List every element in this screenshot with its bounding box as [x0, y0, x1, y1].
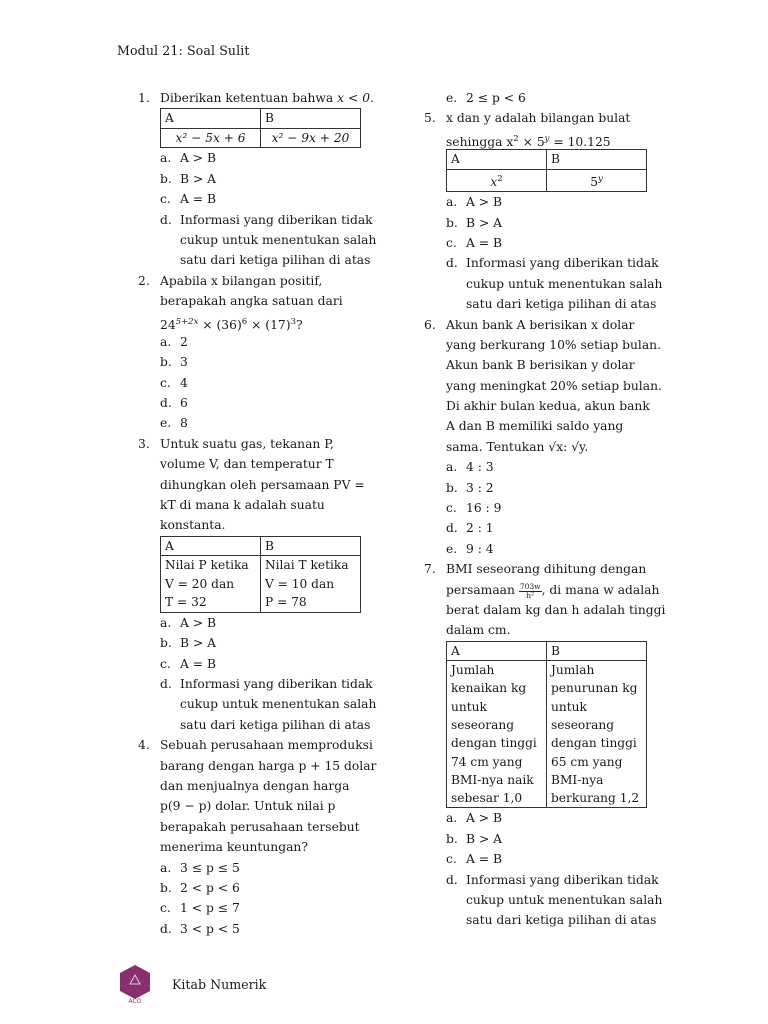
- column-b-header: B: [261, 536, 361, 556]
- column-a-header: A: [161, 109, 261, 129]
- option-d-continued: cukup untuk menentukan salah: [466, 276, 663, 291]
- question-number: 2.: [138, 273, 150, 288]
- option-b: b. B > A: [160, 636, 217, 651]
- column-a-header: A: [447, 150, 547, 170]
- bmi-fraction: $\frac{703w}{\text{h²}}$: [519, 581, 541, 600]
- option-e: e. 2 ≤ p < 6: [446, 91, 526, 105]
- option-a: a. A > B: [446, 811, 503, 826]
- option-c: c. 16 : 9: [446, 501, 502, 516]
- option-a: a. A > B: [160, 615, 217, 630]
- option-d: d. 3 < p < 5: [160, 921, 240, 936]
- question-1: [138, 88, 377, 271]
- comparison-table: [446, 641, 647, 809]
- column-a-value: $x^2$: [447, 169, 547, 192]
- logo-text: ACO: [128, 998, 142, 1004]
- column-b-header: B: [547, 150, 647, 170]
- option-c: c. A = B: [160, 192, 217, 207]
- option-a: a. A > B: [160, 151, 217, 166]
- column-b-value: 5$^y$: [547, 169, 647, 192]
- column-a-header: A: [161, 536, 261, 556]
- question-number: 6.: [424, 317, 436, 332]
- question-5: [424, 108, 663, 314]
- question-2: [138, 271, 370, 434]
- option-b: b. B > A: [446, 215, 503, 230]
- question-text: x dan y adalah bilangan bulat: [446, 111, 631, 126]
- option-d-continued: satu dari ketiga pilihan di atas: [180, 717, 371, 732]
- right-column: [424, 88, 666, 931]
- option-c: c. 1 < p ≤ 7: [160, 901, 240, 916]
- question-3: [138, 434, 377, 735]
- option-c: c. A = B: [446, 235, 503, 250]
- question-text: sehingga $x^2 \times 5^y = 10.125$: [446, 133, 611, 149]
- logo-icon: [118, 964, 152, 1004]
- option-d-continued: satu dari ketiga pilihan di atas: [180, 253, 371, 268]
- question-number: 3.: [138, 436, 150, 451]
- option-c: c. A = B: [446, 852, 503, 867]
- comparison-table: [160, 536, 361, 613]
- column-a-header: A: [447, 641, 547, 660]
- column-b-value: Jumlah penurunan kg untuk seseorang dengan tinggi 65 cm yang BMI-nya berkurang 1,2: [547, 661, 647, 808]
- question-text: menerima keuntungan?: [160, 840, 308, 855]
- question-text: yang meningkat 20% setiap bulan.: [446, 378, 662, 393]
- question-text: BMI seseorang dihitung dengan: [446, 562, 647, 577]
- question-text: Di akhir bulan kedua, akun bank: [446, 399, 650, 414]
- option-b: b. B > A: [160, 171, 217, 186]
- column-a-value: Jumlah kenaikan kg untuk seseorang dengan tinggi 74 cm yang BMI-nya naik sebesar 1,0: [447, 661, 547, 808]
- question-text: barang dengan harga p + 15 dolar: [160, 758, 377, 773]
- question-text: berapakah perusahaan tersebut: [160, 819, 360, 834]
- option-d-continued: cukup untuk menentukan salah: [180, 232, 377, 247]
- question-text: Akun bank A berisikan x dolar: [446, 317, 635, 332]
- option-d: d. 6: [160, 396, 188, 411]
- option-b: b. 2 < p < 6: [160, 880, 240, 895]
- column-b-header: B: [261, 109, 361, 129]
- question-expression: $24^{5+2x} \times (36)^6 \times (17)^3$?: [160, 316, 303, 332]
- option-a: a. 2: [160, 334, 188, 349]
- comparison-table: [446, 149, 647, 192]
- option-d-continued: cukup untuk menentukan salah: [466, 893, 663, 907]
- question-number: 4.: [138, 738, 150, 753]
- question-number: 1.: [138, 91, 150, 105]
- question-7: [424, 559, 666, 931]
- option-c: c. A = B: [160, 656, 217, 671]
- question-text: dalam cm.: [446, 623, 511, 638]
- option-d-continued: cukup untuk menentukan salah: [180, 697, 377, 712]
- question-text: Sebuah perusahaan memproduksi: [160, 738, 373, 753]
- question-text: kT di mana k adalah suatu: [160, 498, 325, 513]
- column-a-value: Nilai P ketika V = 20 dan T = 32: [161, 556, 261, 613]
- option-b: b. 3 : 2: [446, 480, 494, 495]
- column-a-value: x² − 5x + 6: [161, 128, 261, 148]
- question-number: 7.: [424, 562, 436, 577]
- option-e: e. 9 : 4: [446, 541, 494, 556]
- option-b: b. B > A: [446, 831, 503, 846]
- question-4: [138, 735, 377, 939]
- question-6: [424, 315, 662, 560]
- option-d: d. Informasi yang diberikan tidak: [160, 676, 373, 691]
- option-d-continued: satu dari ketiga pilihan di atas: [466, 913, 657, 928]
- option-e: e. 8: [160, 416, 188, 431]
- option-a: a. A > B: [446, 195, 503, 210]
- option-d: d. Informasi yang diberikan tidak: [160, 212, 373, 227]
- question-text: sama. Tentukan √x: √y.: [446, 439, 589, 454]
- option-b: b. 3: [160, 355, 188, 370]
- left-column: [138, 88, 377, 939]
- question-text: dihungkan oleh persamaan PV =: [160, 477, 365, 492]
- option-d: d. Informasi yang diberikan tidak: [446, 256, 659, 271]
- column-b-value: x² − 9x + 20: [261, 128, 361, 148]
- option-c: c. 4: [160, 375, 188, 390]
- option-a: a. 3 ≤ p ≤ 5: [160, 860, 240, 875]
- column-b-value: Nilai T ketika V = 10 dan P = 78: [261, 556, 361, 613]
- option-a: a. 4 : 3: [446, 460, 494, 475]
- column-b-header: B: [547, 641, 647, 660]
- question-text: A dan B memiliki saldo yang: [446, 419, 624, 434]
- question-text: Apabila x bilangan positif,: [160, 273, 323, 288]
- question-text: berat dalam kg dan h adalah tinggi: [446, 602, 666, 617]
- question-text: persamaan $\frac{703w}{\text{h²}}$ , di mana w adalah: [446, 581, 660, 600]
- option-d: d. 2 : 1: [446, 521, 494, 536]
- comparison-table: [160, 108, 361, 148]
- page-header: Modul 21: Soal Sulit: [117, 43, 250, 58]
- question-text: dan menjualnya dengan harga: [160, 778, 350, 793]
- option-d: d. Informasi yang diberikan tidak: [446, 872, 659, 887]
- question-number: 5.: [424, 111, 436, 126]
- footer-title: Kitab Numerik: [172, 977, 267, 992]
- question-text: Untuk suatu gas, tekanan P,: [160, 436, 334, 451]
- option-d-continued: satu dari ketiga pilihan di atas: [466, 297, 657, 312]
- question-text: volume V, dan temperatur T: [160, 457, 334, 472]
- question-text: berapakah angka satuan dari: [160, 294, 343, 309]
- question-text: Akun bank B berisikan y dolar: [446, 358, 635, 373]
- question-text: p(9 − p) dolar. Untuk nilai p: [160, 799, 336, 814]
- question-text: Diberikan ketentuan bahwa x < 0.: [160, 91, 374, 105]
- question-text: yang berkurang 10% setiap bulan.: [446, 337, 661, 352]
- question-text: konstanta.: [160, 518, 226, 533]
